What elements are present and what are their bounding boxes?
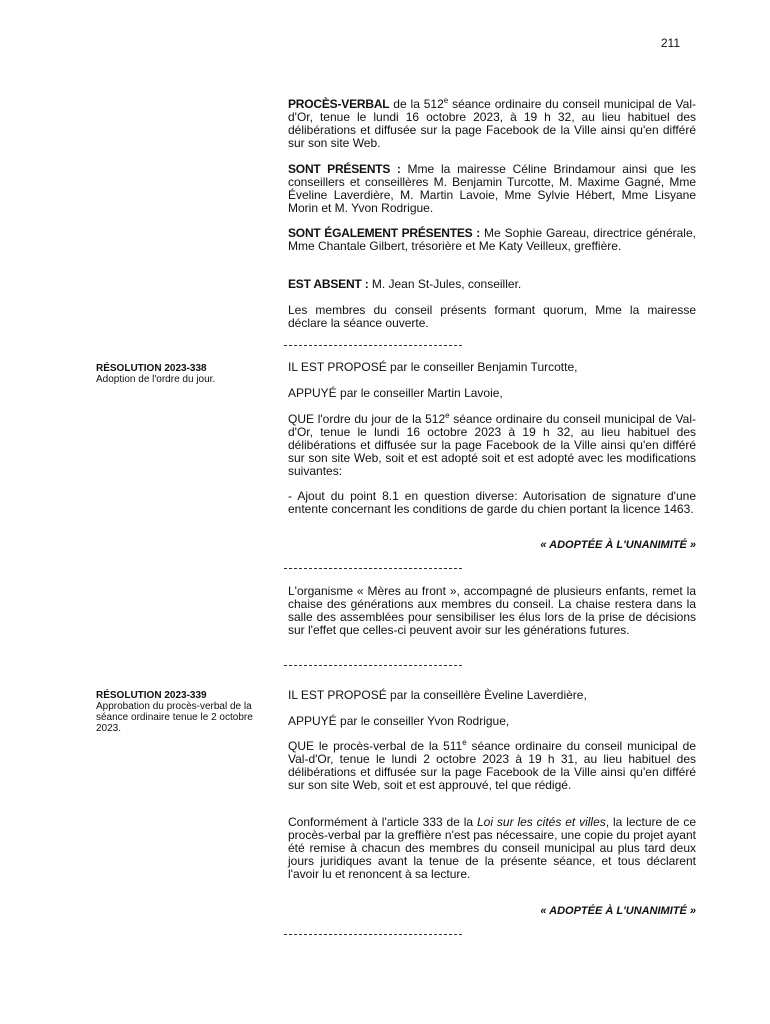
pv-sup: e	[443, 96, 449, 105]
meres-au-front-paragraph: L'organisme « Mères au front », accompagné de plusieurs enfants, remet la chaise des générations aux membres du conseil. La chaise restera dans la salle des assemblées pour sensibiliser les élus lors de la prise de décisions sur l'effet que celles-ci peuvent avoir sur les générations futures.	[288, 584, 696, 637]
pv-text-a: de la 512	[389, 97, 444, 111]
res339-adopted: « ADOPTÉE À L'UNANIMITÉ »	[540, 905, 696, 917]
quorum-paragraph: Les membres du conseil présents formant quorum, Mme la mairesse déclare la séance ouverte.	[288, 303, 696, 330]
proces-verbal-label: PROCÈS-VERBAL	[288, 97, 390, 111]
res338-addition: - Ajout du point 8.1 en question diverse: Autorisation de signature d'une entente concernant les conditions de garde du chien portant la licence 1463.	[288, 489, 696, 516]
res338-seconded: APPUYÉ par le conseiller Martin Lavoie,	[288, 386, 503, 400]
also-present-label: SONT ÉGALEMENT PRÉSENTES :	[288, 226, 481, 240]
absent-text: M. Jean St-Jules, conseiller.	[368, 277, 522, 291]
separator	[284, 345, 462, 346]
page-number: 211	[660, 36, 680, 50]
res339-title: RÉSOLUTION 2023-339	[96, 690, 207, 701]
res339-law-title: Loi sur les cités et villes	[477, 815, 606, 829]
also-present-paragraph	[288, 227, 696, 253]
res339-subtitle: Approbation du procès-verbal de la séance ordinaire tenue le 2 octobre 2023.	[96, 701, 253, 734]
res339-que-sup: e	[462, 738, 467, 747]
res339-conf-b: , la lecture de ce procès-verbal par la greffière n'est pas nécessaire, une copie du projet ayant été remise à chacun des membres du conseil municipal au plus tard deux jours juridiques avant la tenue de la présente séance, et tous déclarent l'avoir lu et renoncent à sa lecture.	[288, 815, 697, 881]
res338-que-sup: e	[445, 411, 450, 420]
res339-proposed: IL EST PROPOSÉ par la conseillère Èveline Laverdière,	[288, 688, 587, 702]
absent-label: EST ABSENT :	[288, 277, 369, 291]
res339-conformement-paragraph	[288, 816, 696, 881]
res339-sidebar	[96, 690, 268, 734]
res338-que-b: séance ordinaire du conseil municipal de Val-d'Or, tenue le lundi 16 octobre 2023 à 19 h 32, au lieu habituel des délibérations et diffusée sur la page Facebook de la Ville ainsi qu'en différé sur son site Web, soit et est adopté soit et est adopté avec les modifications suivantes:	[288, 412, 697, 478]
res339-que-a: QUE le procès-verbal de la 511	[288, 739, 463, 753]
absent-paragraph	[288, 278, 696, 291]
separator	[284, 934, 462, 935]
proces-verbal-paragraph	[288, 98, 696, 150]
also-present-text: Me Sophie Gareau, directrice générale, Mme Chantale Gilbert, trésorière et Me Katy Veilleux, greffière.	[288, 226, 696, 253]
res339-seconded: APPUYÉ par le conseiller Yvon Rodrigue,	[288, 714, 510, 728]
res338-sidebar	[96, 363, 268, 385]
res338-adopted: « ADOPTÉE À L'UNANIMITÉ »	[540, 539, 696, 551]
presents-paragraph	[288, 163, 696, 215]
res338-proposed: IL EST PROPOSÉ par le conseiller Benjamin Turcotte,	[288, 360, 578, 374]
res338-subtitle: Adoption de l'ordre du jour.	[96, 374, 216, 385]
res338-que-a: QUE l'ordre du jour de la 512	[288, 412, 446, 426]
res339-que-paragraph	[288, 740, 696, 792]
res338-title: RÉSOLUTION 2023-338	[96, 363, 207, 374]
presents-label: SONT PRÉSENTS :	[288, 162, 401, 176]
res339-conf-a: Conformément à l'article 333 de la	[288, 815, 477, 829]
separator	[284, 665, 462, 666]
presents-text: Mme la mairesse Céline Brindamour ainsi que les conseillers et conseillères M. Benjamin Turcotte, M. Maxime Gagné, Mme Éveline Laverdière, M. Martin Lavoie, Mme Sylvie Hébert, Mme Lisyane Morin et M. Yvon Rodrigue.	[288, 162, 696, 215]
res338-que-paragraph	[288, 413, 696, 478]
separator	[284, 568, 462, 569]
pv-text-b: séance ordinaire du conseil municipal de Val-d'Or, tenue le lundi 16 octobre 2023, à 19 h 32, au lieu habituel des délibérations et diffusée sur la page Facebook de la Ville ainsi qu'en différé sur son site Web.	[288, 97, 696, 150]
res339-que-b: séance ordinaire du conseil municipal de Val-d'Or, tenue le lundi 2 octobre 2023 à 19 h 31, au lieu habituel des délibérations et diffusée sur la page Facebook de la Ville ainsi qu'en différé sur son site Web, soit et est approuvé, tel que rédigé.	[288, 739, 696, 792]
